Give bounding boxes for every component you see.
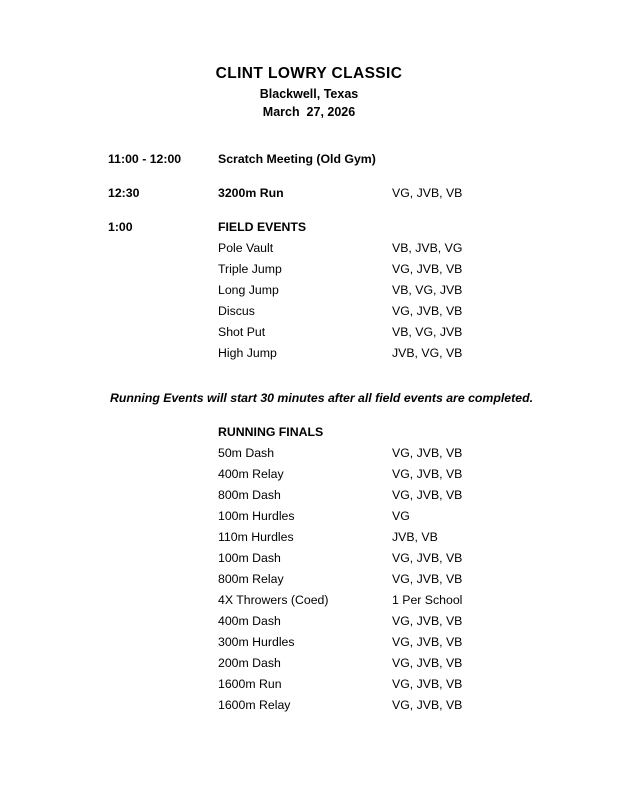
running-final-row xyxy=(0,677,618,695)
field-event-row xyxy=(0,241,618,259)
running-final-name: 1600m Relay xyxy=(218,698,291,712)
running-final-divisions: JVB, VB xyxy=(392,530,438,544)
schedule-event: Scratch Meeting (Old Gym) xyxy=(218,152,376,166)
schedule-event: 3200m Run xyxy=(218,186,284,200)
field-event-name: High Jump xyxy=(218,346,277,360)
running-final-row xyxy=(0,467,618,485)
running-final-divisions: VG xyxy=(392,509,410,523)
running-final-name: 200m Dash xyxy=(218,656,281,670)
document-date: March 27, 2026 xyxy=(262,105,356,119)
running-final-divisions: 1 Per School xyxy=(392,593,463,607)
running-events-note: Running Events will start 30 minutes after all field events are completed. xyxy=(110,391,533,405)
running-final-divisions: VG, JVB, VB xyxy=(392,677,463,691)
running-final-divisions: VG, JVB, VB xyxy=(392,614,463,628)
running-final-divisions: VG, JVB, VB xyxy=(392,635,463,649)
document-location: Blackwell, Texas xyxy=(259,87,359,101)
field-event-divisions: VB, VG, JVB xyxy=(392,283,463,297)
running-final-divisions: VG, JVB, VB xyxy=(392,551,463,565)
running-final-row xyxy=(0,698,618,716)
document-header xyxy=(0,64,618,121)
field-event-divisions: VB, JVB, VG xyxy=(392,241,463,255)
running-final-divisions: VG, JVB, VB xyxy=(392,572,463,586)
running-final-row xyxy=(0,656,618,674)
field-event-row xyxy=(0,283,618,301)
running-final-row xyxy=(0,593,618,611)
running-finals-heading: RUNNING FINALS xyxy=(218,425,324,439)
page-title: CLINT LOWRY CLASSIC xyxy=(215,65,403,82)
running-final-divisions: VG, JVB, VB xyxy=(392,656,463,670)
field-event-divisions: VB, VG, JVB xyxy=(392,325,463,339)
running-final-row xyxy=(0,530,618,548)
field-event-divisions: VG, JVB, VB xyxy=(392,262,463,276)
field-event-row xyxy=(0,325,618,343)
field-events-heading-row xyxy=(0,220,618,238)
schedule-divisions: VG, JVB, VB xyxy=(392,186,463,200)
running-final-name: 800m Dash xyxy=(218,488,281,502)
running-final-row xyxy=(0,446,618,464)
running-final-row xyxy=(0,572,618,590)
running-final-name: 50m Dash xyxy=(218,446,275,460)
field-event-name: Shot Put xyxy=(218,325,266,339)
field-event-name: Triple Jump xyxy=(218,262,282,276)
running-final-name: 300m Hurdles xyxy=(218,635,295,649)
running-final-name: 110m Hurdles xyxy=(218,530,294,544)
running-final-name: 400m Relay xyxy=(218,467,284,481)
running-final-name: 400m Dash xyxy=(218,614,281,628)
running-final-divisions: VG, JVB, VB xyxy=(392,698,463,712)
running-final-name: 100m Dash xyxy=(218,551,281,565)
running-final-row xyxy=(0,488,618,506)
running-final-divisions: VG, JVB, VB xyxy=(392,446,463,460)
field-event-name: Discus xyxy=(218,304,255,318)
field-event-divisions: JVB, VG, VB xyxy=(392,346,463,360)
field-events-time: 1:00 xyxy=(108,220,133,234)
running-final-row xyxy=(0,509,618,527)
running-final-name: 4X Throwers (Coed) xyxy=(218,593,329,607)
field-event-divisions: VG, JVB, VB xyxy=(392,304,463,318)
running-final-row xyxy=(0,614,618,632)
schedule-row-scratch-meeting xyxy=(0,152,618,170)
running-final-divisions: VG, JVB, VB xyxy=(392,488,463,502)
schedule-row-3200m-run xyxy=(0,186,618,204)
field-event-name: Pole Vault xyxy=(218,241,274,255)
running-final-row xyxy=(0,635,618,653)
field-events-heading: FIELD EVENTS xyxy=(218,220,307,234)
field-event-row xyxy=(0,262,618,280)
schedule-time: 11:00 - 12:00 xyxy=(108,152,182,166)
schedule-time: 12:30 xyxy=(108,186,140,200)
field-event-row xyxy=(0,304,618,322)
running-final-name: 100m Hurdles xyxy=(218,509,295,523)
running-final-row xyxy=(0,551,618,569)
field-event-row xyxy=(0,346,618,364)
running-final-divisions: VG, JVB, VB xyxy=(392,467,463,481)
field-event-name: Long Jump xyxy=(218,283,279,297)
running-final-name: 1600m Run xyxy=(218,677,282,691)
running-final-name: 800m Relay xyxy=(218,572,284,586)
